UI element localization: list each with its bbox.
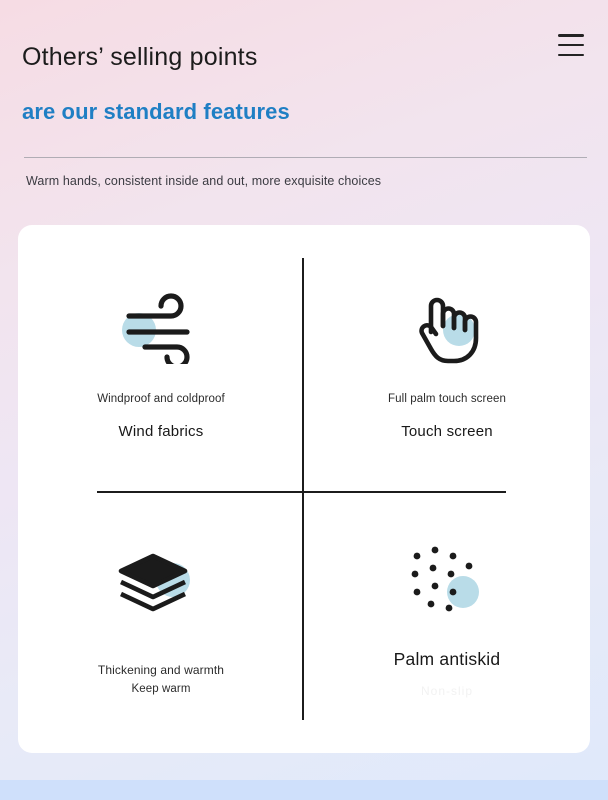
- menu-bar-1: [558, 34, 584, 37]
- feature-item: [304, 225, 590, 489]
- feature-item: [18, 225, 304, 489]
- tagline: Warm hands, consistent inside and out, more exquisite choices: [26, 174, 382, 189]
- feature-caption-large: Wind fabrics: [118, 423, 204, 440]
- features-card: [18, 225, 590, 753]
- feature-item: [304, 489, 590, 753]
- hamburger-menu-icon[interactable]: [558, 34, 584, 56]
- menu-bar-3: [558, 54, 584, 57]
- layers-stack-icon: [111, 525, 211, 645]
- feature-caption-large: Keep warm: [131, 683, 191, 695]
- wind-icon: [109, 267, 213, 387]
- features-grid: [18, 225, 590, 753]
- page-title: Others’ selling points: [22, 43, 258, 71]
- feature-caption-ghost: Non-slip: [420, 684, 473, 698]
- feature-caption-small: Windproof and coldproof: [97, 393, 225, 405]
- feature-caption-large: Touch screen: [401, 423, 493, 440]
- feature-caption-small: Thickening and warmth: [97, 663, 225, 677]
- page-subtitle: are our standard features: [22, 99, 290, 125]
- feature-caption-large: Palm antiskid: [393, 649, 501, 669]
- feature-item: [18, 489, 304, 753]
- touch-hand-icon: [401, 267, 493, 387]
- feature-caption-small: Full palm touch screen: [388, 393, 506, 405]
- menu-bar-2: [558, 44, 584, 47]
- dots-antiskid-icon: [401, 519, 493, 639]
- header-divider: [24, 157, 587, 158]
- bottom-strip: [0, 780, 608, 800]
